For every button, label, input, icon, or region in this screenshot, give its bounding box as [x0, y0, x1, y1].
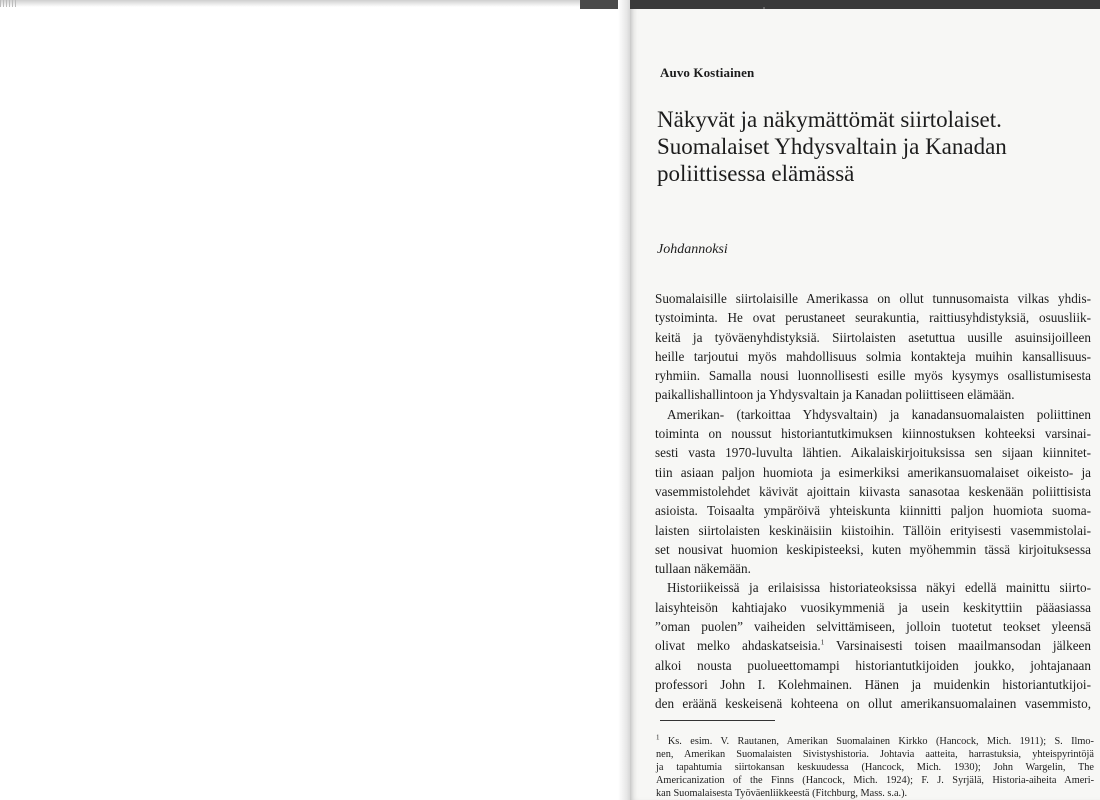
- scan-edge-marks: [0, 0, 18, 7]
- body-line: alkoi nousta puolueettomampi historiantutkijoiden joukko, johtajanaan: [655, 657, 1091, 673]
- body-line: den eräänä keskeisenä kohteena on ollut amerikansuomalainen vasemmisto,: [655, 696, 1091, 712]
- body-line: vasemmistolehdet kävivät ajoittain kiivasta sanasotaa keskenään poliittisista: [655, 483, 1091, 499]
- footnote-number: 1: [656, 733, 660, 742]
- body-line: ”oman puolen” vaiheiden selvittämiseen, jolloin tuotetut teokset yleensä: [655, 619, 1091, 635]
- footnote-line: [656, 735, 1094, 748]
- scan-top-shadow: [0, 0, 628, 7]
- article-body: [655, 289, 1091, 714]
- body-line: laisten siirtolaisten keskinäisiin kiistoihin. Tällöin erityisesti vasemmistolai-: [655, 522, 1091, 538]
- footnote-separator: [660, 720, 775, 721]
- body-line: laisyhteisön kahtiajako vuosikymmeniä ja usein keskityttiin pääasiassa: [655, 599, 1091, 615]
- body-line: set nousivat huomion keskipisteeksi, kuten myöhemmin tässä kirjoituksessa: [655, 541, 1091, 557]
- title-line: Suomalaiset Yhdysvaltain ja Kanadan: [657, 134, 1007, 159]
- body-line: heille tarjoutui myös mahdollisuus solmia kontakteja muihin kansallisuus-: [655, 348, 1091, 364]
- body-line: toiminta on noussut historiantutkimuksen kiinnostuksen kohteeksi varsinai-: [655, 426, 1091, 442]
- scan-speck: [763, 7, 765, 9]
- document-page: [630, 0, 1100, 800]
- body-line: tullaan näkemään.: [655, 561, 751, 577]
- author-name: Auvo Kostiainen: [660, 65, 755, 80]
- body-line: ryhmiin. Samalla nousi luonnollisesti esille myös kysymys osallistumisesta: [655, 368, 1091, 384]
- footnotes: [656, 735, 1094, 800]
- body-line: professori John I. Kolehmainen. Hänen ja muidenkin historiantutkijoi-: [655, 676, 1091, 692]
- page-top-edge: [630, 0, 1100, 9]
- body-line: sesti vasta 1970-luvulta lähtien. Aikalaiskirjoituksissa sen sijaan kiinnitet-: [655, 445, 1091, 461]
- book-gutter: [618, 0, 630, 800]
- body-line: paikallishallintoon ja Yhdysvaltain ja Kanadan poliittiseen elämään.: [655, 387, 1015, 403]
- body-line: tiin asiaan paljon huomiota ja esimerkiksi amerikansuomalaiset oikeisto- ja: [655, 464, 1091, 480]
- footnote-text: Ks. esim. V. Rautanen, Amerikan Suomalainen Kirkko (Hancock, Mich. 1911); S. Ilmo-: [659, 736, 1094, 747]
- body-line: keitä ja työväenyhdistyksiä. Siirtolaisten asetuttua uusille asuinsijoilleen: [655, 329, 1091, 345]
- footnote-line: nen, Amerikan Suomalaisten Sivistyshistoria. Johtavia aatteita, harrastuksia, yhteispyrintöjä: [656, 749, 1094, 760]
- body-line: asioista. Toisaalta ympäröivä yhteiskunta kiinnitti paljon huomiota suoma-: [655, 503, 1091, 519]
- footnote-line: ja tapahtumia siirtokansan keskuudessa (Hancock, Mich. 1930); John Wargelin, The: [656, 762, 1094, 773]
- article-title: [657, 106, 1097, 187]
- body-line-text: olivat melko ahdaskatseisia.: [655, 638, 821, 654]
- body-line: Historiikeissä ja erilaisissa historiateoksissa näkyi edellä mainittu siirto-: [667, 580, 1091, 596]
- body-line-text: Varsinaisesti toisen maailmansodan jälkeen: [824, 638, 1091, 654]
- body-line: Suomalaisille siirtolaisille Amerikassa on ollut tunnusomaista vilkas yhdis-: [655, 291, 1091, 306]
- body-line: Amerikan- (tarkoittaa Yhdysvaltain) ja kanadansuomalaisten poliittinen: [667, 406, 1091, 422]
- body-line-with-footnote: [655, 636, 1091, 655]
- footnote-reference: 1: [820, 638, 825, 647]
- footnote-line: kan Suomalaisesta Työväenliikkeestä (Fitchburg, Mass. s.a.).: [656, 788, 908, 799]
- title-line: Näkyvät ja näkymättömät siirtolaiset.: [657, 107, 1002, 132]
- body-line: tystoiminta. He ovat perustaneet seurakuntia, raittiusyhdistyksiä, osuusliik-: [655, 310, 1091, 326]
- title-line: poliittisessa elämässä: [657, 161, 855, 186]
- footnote-line: Americanization of the Finns (Hancock, Mich. 1924); F. J. Syrjälä, Historia-aiheita Ameri-: [656, 775, 1094, 786]
- section-heading: Johdannoksi: [657, 242, 728, 257]
